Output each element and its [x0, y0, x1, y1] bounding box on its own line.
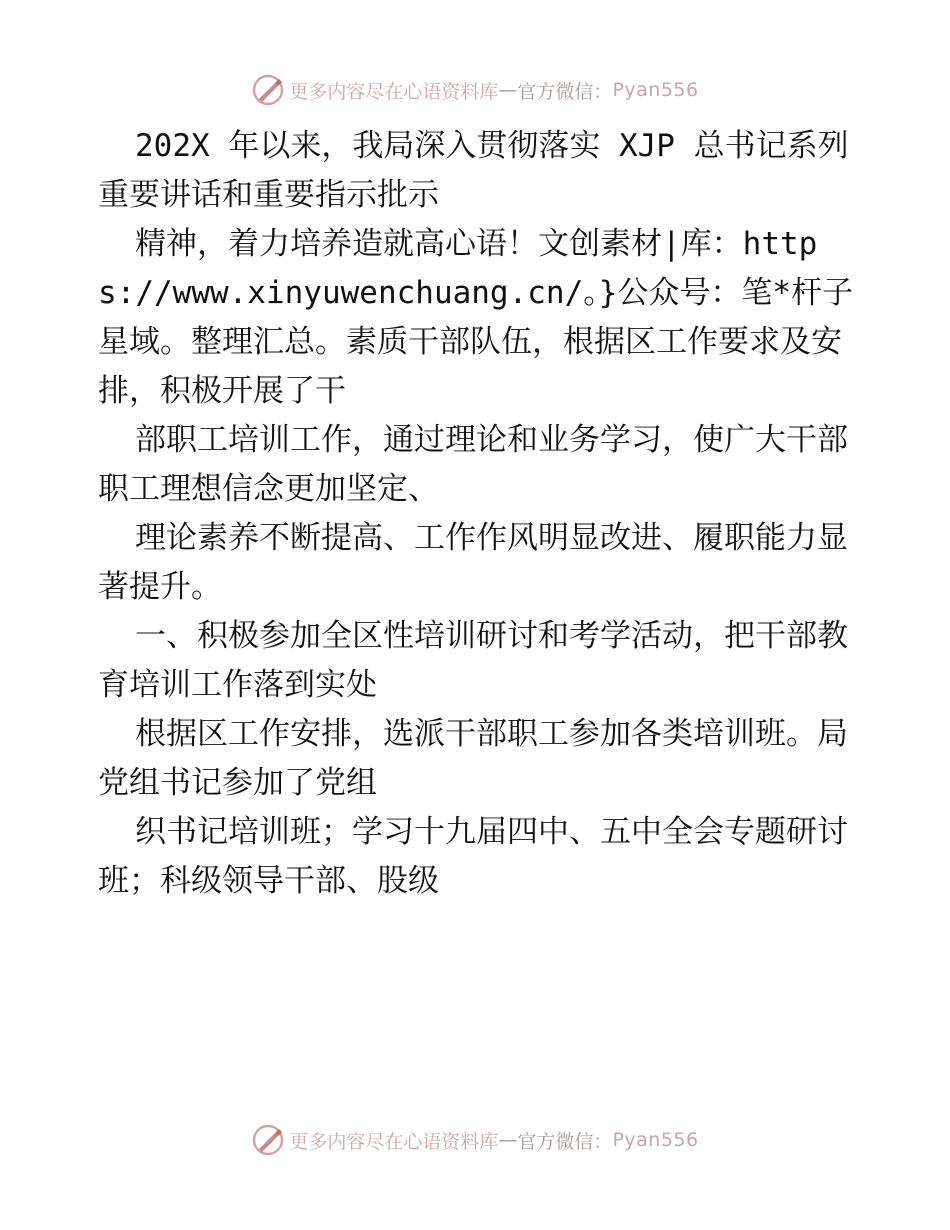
paragraph: 织书记培训班；学习十九届四中、五中全会专题研讨班；科级领导干部、股级	[98, 814, 848, 899]
section-heading: 一、积极参加全区性培训研讨和考学活动，把干部教育培训工作落到实处	[98, 618, 848, 703]
watermark-wechat-id: Pyan556	[612, 79, 699, 101]
paragraph: 理论素养不断提高、工作作风明显改进、履职能力显著提升。	[98, 520, 848, 605]
paragraph: 部职工培训工作，通过理论和业务学习，使广大干部职工理想信念更加坚定、	[98, 422, 848, 507]
watermark-sub-text: 官方微信：	[517, 80, 613, 103]
watermark-dash: —	[498, 79, 518, 101]
watermark-sub-text: 官方微信：	[517, 1130, 613, 1153]
pen-logo-icon	[251, 73, 285, 107]
watermark-main-text: 更多内容尽在心语资料库	[289, 1130, 499, 1153]
watermark-dash: —	[498, 1129, 518, 1151]
watermark-wechat-id: Pyan556	[612, 1129, 699, 1151]
paragraph: 根据区工作安排，选派干部职工参加各类培训班。局党组书记参加了党组	[98, 716, 848, 801]
document-body	[98, 122, 858, 906]
paragraph: 精神，着力培养造就高心语！文创素材|库：https://www.xinyuwenchuang.cn/。}公众号：笔*杆子星域。整理汇总。素质干部队伍，根据区工作要求及安排，积极开展了干	[98, 226, 854, 409]
footer-watermark	[0, 1120, 950, 1160]
header-watermark	[0, 70, 950, 110]
paragraph: 202X 年以来，我局深入贯彻落实 XJP 总书记系列重要讲话和重要指示批示	[98, 128, 849, 213]
pen-logo-icon	[251, 1123, 285, 1157]
watermark-main-text: 更多内容尽在心语资料库	[289, 80, 499, 103]
